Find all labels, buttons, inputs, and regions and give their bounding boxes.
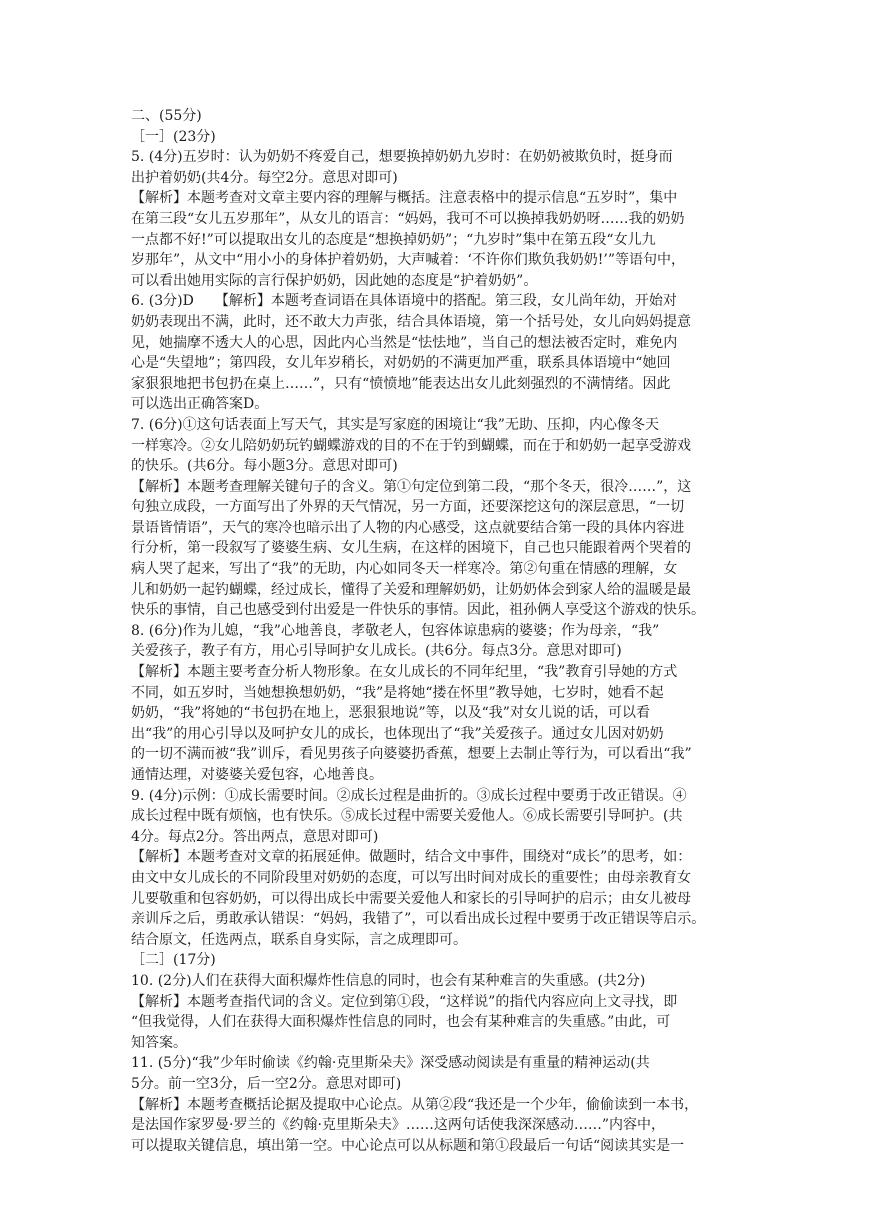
text-line: 出“我”的用心引导以及呵护女儿的成长，也体现出了“我”关爱孩子。通过女儿因对奶奶 [131,725,664,742]
text-line: 句独立成段，一方面写出了外界的天气情况，另一方面，还要深挖这句的深层意思，“一切 [131,499,685,516]
text-line: 【解析】本题主要考查分析人物形象。在女儿成长的不同年纪里，“我”教育引导她的方式 [131,664,678,681]
text-line: ［一］(23分) [131,128,216,145]
text-line: 【解析】本题考查理解关键句子的含义。第①句定位到第二段，“那个冬天，很冷……”，这 [131,478,692,495]
text-line: 亲训斥之后，勇敢承认错误：“妈妈，我错了”，可以看出成长过程中要勇于改正错误等启示。 [131,911,706,928]
text-line: 是法国作家罗曼·罗兰的《约翰·克里斯朵夫》……这两句话使我深深感动……”内容中， [131,1117,666,1134]
text-line: ［二］(17分) [131,952,216,969]
text-line: 出护着奶奶(共4分。每空2分。意思对即可) [131,169,398,186]
text-line: 10. (2分)人们在获得大面积爆炸性信息的同时，也会有某种难言的失重感。(共2分) [131,972,646,989]
text-line: 一点都不好!”可以提取出女儿的态度是“想换掉奶奶”；“九岁时”集中在第五段“女儿九 [131,231,656,248]
text-line: 关爱孩子，教子有方，用心引导呵护女儿成长。(共6分。每点3分。意思对即可) [131,643,622,660]
text-line: 可以选出正确答案D。 [131,396,269,413]
text-line: 在第三段“女儿五岁那年”，从女儿的语言：“妈妈，我可不可以换掉我奶奶呀……我的奶奶 [131,210,685,227]
text-line: 见，她揣摩不透大人的心思，因此内心当然是“怯怯地”，当自己的想法被否定时，难免内 [131,334,678,351]
text-line: 4分。每点2分。答出两点，意思对即可) [131,828,379,845]
text-line: 家狠狠地把书包扔在桌上……”，只有“愤愤地”能表达出女儿此刻强烈的不满情绪。因此 [131,375,671,392]
text-line: 11. (5分)“我”少年时偷读《约翰·克里斯朵夫》深受感动阅读是有重量的精神运动(共 [131,1055,650,1072]
text-line: 5. (4分)五岁时：认为奶奶不疼爱自己，想要换掉奶奶九岁时：在奶奶被欺负时，挺身而 [131,149,673,166]
text-line: 二、(55分) [131,108,202,124]
text-line: “但我觉得，人们在获得大面积爆炸性信息的同时，也会有某种难言的失重感。”由此，可 [131,1014,671,1031]
text-line: 9. (4分)示例：①成长需要时间。②成长过程是曲折的。③成长过程中要勇于改正错误。④ [131,787,687,804]
text-line: 结合原文，任选两点，联系自身实际，言之成理即可。 [131,931,467,948]
text-line: 心是“失望地”；第四段，女儿年岁稍长，对奶奶的不满更加严重，联系具体语境中“她回 [131,355,671,372]
text-line: 【解析】本题考查对文章主要内容的理解与概括。注意表格中的提示信息“五岁时”，集中 [131,190,678,207]
text-line: 岁那年”，从文中“用小小的身体护着奶奶，大声喊着：‘不许你们欺负我奶奶!’”等语句中， [131,252,685,269]
text-line: 的一切不满而被“我”训斥，看见男孩子向婆婆扔香蕉，想要上去制止等行为，可以看出“我” [131,746,692,763]
text-line: 一样寒冷。②女儿陪奶奶玩钓蝴蝶游戏的目的不在于钓到蝴蝶，而在于和奶奶一起享受游戏 [131,437,691,454]
text-line: 5分。前一空3分，后一空2分。意思对即可) [131,1075,402,1092]
text-line: 通情达理，对婆婆关爱包容，心地善良。 [131,767,383,783]
text-line: 奶奶表现出不满，此时，还不敢大力声张，结合具体语境，第一个括号处，女儿向妈妈提意 [131,313,691,330]
text-line: 儿和奶奶一起钓蝴蝶，经过成长，懂得了关爱和理解奶奶，让奶奶体会到家人给的温暖是最 [131,581,691,598]
text-line: 快乐的事情，自己也感受到付出爱是一件快乐的事情。因此，祖孙俩人享受这个游戏的快乐。 [131,602,705,619]
text-line: 【解析】本题考查对文章的拓展延伸。做题时，结合文中事件，围绕对“成长”的思考，如： [131,849,692,866]
text-line: 景语皆情语”，天气的寒冷也暗示出了人物的内心感受，这点就要结合第一段的具体内容进 [131,519,685,536]
text-line: 可以看出她用实际的言行保护奶奶，因此她的态度是“护着奶奶”。 [131,272,538,289]
text-line: 8. (6分)作为儿媳，“我”心地善良，孝敬老人，包容体谅患病的婆婆；作为母亲，“我” [131,622,660,639]
text-line: 的快乐。(共6分。每小题3分。意思对即可) [131,458,398,475]
text-line: 可以提取关键信息，填出第一空。中心论点可以从标题和第①段最后一句话“阅读其实是一 [131,1137,685,1154]
text-line: 【解析】本题考查概括论据及提取中心论点。从第②段“我还是一个少年，偷偷读到一本书， [131,1096,699,1113]
text-line: 病人哭了起来，写出了“我”的无助，内心如同冬天一样寒冷。第②句重在情感的理解，女 [131,561,678,578]
text-line: 7. (6分)①这句话表面上写天气，其实是写家庭的困境让“我”无助、压抑，内心像冬天 [131,416,659,433]
text-line: 知答案。 [131,1034,187,1051]
text-line: 由文中女儿成长的不同阶段里对奶奶的态度，可以写出时间对成长的重要性；由母亲教育女 [131,869,691,886]
text-line: 成长过程中既有烦恼，也有快乐。⑤成长过程中需要关爱他人。⑥成长需要引导呵护。(共 [131,808,683,825]
text-line: 奶奶，“我”将她的“书包扔在地上，恶狠狠地说”等，以及“我”对女儿说的话，可以看 [131,705,650,722]
text-line: 【解析】本题考查指代词的含义。定位到第①段，“这样说”的指代内容应向上文寻找，即 [131,993,678,1010]
text-line: 儿要敬重和包容奶奶，可以得出成长中需要关爱他人和家长的引导呵护的启示；由女儿被母 [131,890,691,907]
text-line: 6. (3分)D 【解析】本题考查词语在具体语境中的搭配。第三段，女儿尚年幼，开始对 [131,293,677,310]
text-line: 不同，如五岁时，当她想换想奶奶，“我”是将她“搂在怀里”教导她，七岁时，她看不起 [131,684,664,701]
text-line: 行分析，第一段叙写了婆婆生病、女儿生病，在这样的困境下，自己也只能跟着两个哭着的 [131,540,691,557]
